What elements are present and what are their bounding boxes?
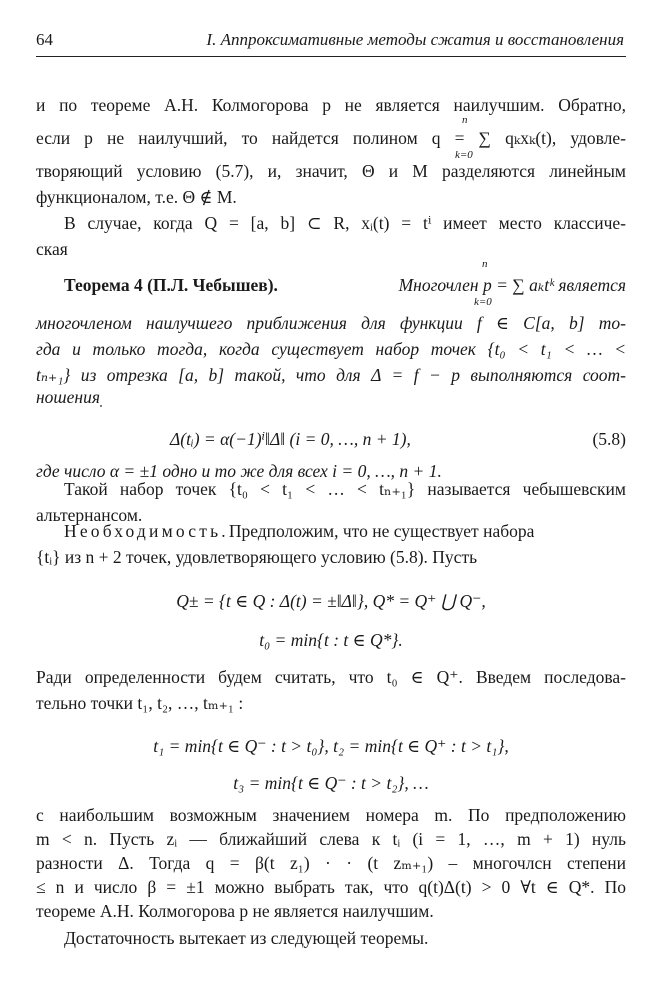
text-line: альтернансом. [36,505,143,525]
text-line: теореме А.Н. Колмогорова p не является наилучшим. [36,901,434,921]
text-line: ская [36,239,68,259]
sum-upper-limit: n [482,258,488,270]
theorem-line: где число α = ±1 одно и то же для всех i = 0, …, n + 1. [36,461,442,481]
text-span: Предположим, что не существует набора [228,521,535,541]
equation-t3: t₃ = min{t ∈ Q⁻ : t > t₂}, … [233,773,429,793]
theorem-first-line [36,272,626,298]
theorem-line: многочленом наилучшего приближения для функции f ∈ C[a, b] то- [36,313,626,333]
page-header [36,30,626,57]
text-line: {tᵢ} из n + 2 точек, удовлетворяющего условию (5.8). Пусть [36,547,478,567]
page-number: 64 [36,30,53,49]
sum-lower-limit: k=0 [455,149,473,161]
theorem-heading: Теорема 4 (П.Л. Чебышев). [64,275,278,295]
text-line: если p не наилучший, то найдется полином q = ∑ qₖxₖ(t), удовле- [36,128,626,148]
text-line: тельно точки t₁, t₂, …, tₘ₊₁ : [36,693,244,713]
text-line: творяющий условию (5.7), и, значит, Θ и M разделяются линейным [36,161,626,181]
text-line: m < n. Пусть zᵢ — ближайший слева к tᵢ (i = 1, …, m + 1) нуль [36,829,626,849]
text-line: разности Δ. Тогда q = β(t z₁) · · (t zₘ₊₁) – многочлсн степени [36,853,626,873]
text-line: и по теореме А.Н. Колмогорова p не является наилучшим. Обратно, [36,95,626,115]
equation-body: Δ(tᵢ) = α(−1)ⁱ‖Δ‖ (i = 0, …, n + 1), [170,429,411,449]
text-line: Такой набор точек {t₀ < t₁ < … < tₙ₊₁} называется чебышевским [64,479,626,499]
text-line: В случае, когда Q = [a, b] ⊂ R, xᵢ(t) = tⁱ имеет место классиче- [64,213,626,233]
sum-upper-limit: n [462,114,468,126]
speck [100,405,102,407]
text-line: ≤ n и число β = ±1 можно выбрать так, что q(t)Δ(t) > 0 ∀t ∈ Q*. По [36,877,626,897]
text-line: с наибольшим возможным значением номера m. По предположению [36,805,626,825]
necessity-word: Необходимость. [64,521,229,541]
text-line: Ради определенности будем считать, что t₀ ∈ Q⁺. Введем последова- [36,667,626,687]
theorem-line: гда и только тогда, когда существует набор точек {t₀ < t₁ < … < [36,339,626,359]
theorem-line: ношения [36,387,100,407]
equation-t0: t₀ = min{t : t ∈ Q*}. [259,630,403,650]
equation-number: (5.8) [592,429,626,449]
equation-t1-t2: t₁ = min{t ∈ Q⁻ : t > t₀}, t₂ = min{t ∈ Q⁺ : t > t₁}, [153,736,509,756]
equation-q-pm: Q± = {t ∈ Q : Δ(t) = ±‖Δ‖}, Q* = Q⁺ ⋃ Q⁻, [176,591,486,611]
theorem-line: tₙ₊₁} из отрезка [a, b] такой, что для Δ = f − p выполняются соот- [36,365,626,385]
text-line: функционалом, т.е. Θ ∉ M. [36,187,237,207]
theorem-text: Многочлен p = ∑ aₖtᵏ является [398,275,626,295]
text-line: Достаточность вытекает из следующей теоремы. [64,928,429,948]
sum-lower-limit: k=0 [474,296,492,308]
running-title: I. Аппроксимативные методы сжатия и восстановления [206,30,624,49]
necessity-line [36,518,626,544]
